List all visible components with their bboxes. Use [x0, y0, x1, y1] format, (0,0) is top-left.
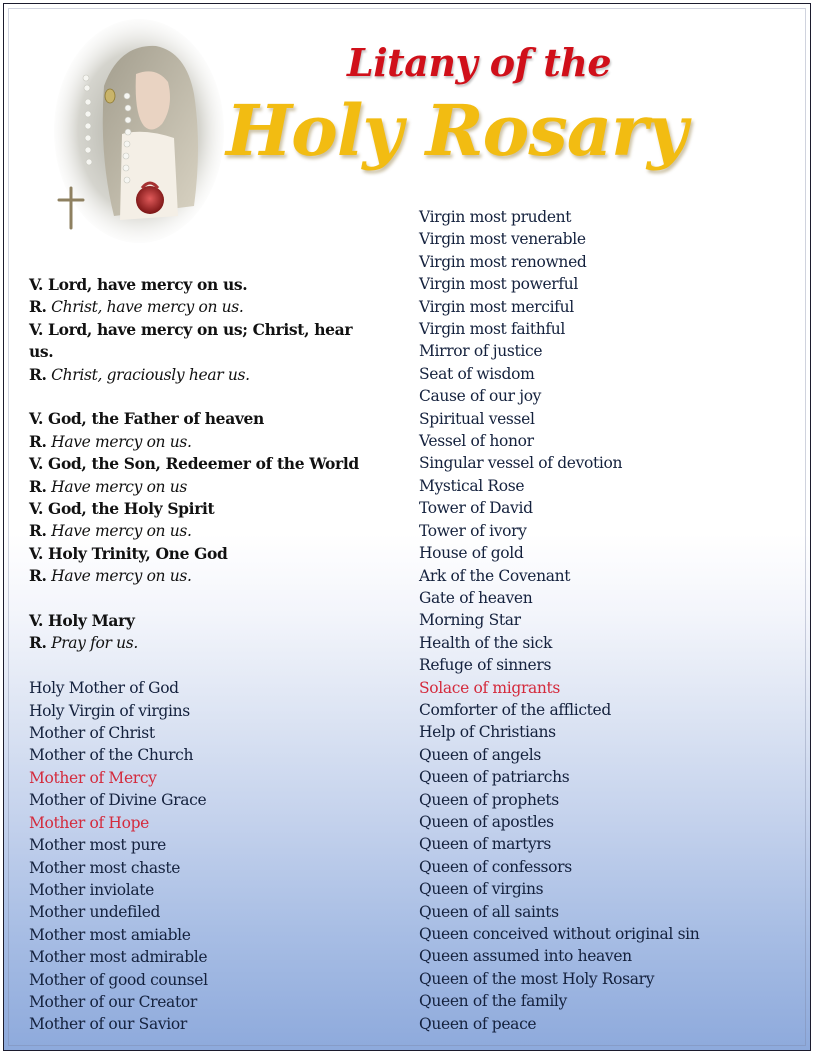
invocations-right-list	[419, 206, 809, 1035]
invocations-left-list	[29, 677, 374, 1036]
invocation: Morning Star	[419, 611, 521, 630]
versicle: V. Lord, have mercy on us; Christ, hear us.	[29, 319, 353, 362]
invocation: Queen of prophets	[419, 790, 559, 809]
invocation: Health of the sick	[419, 633, 553, 652]
responses-group-3	[29, 610, 374, 655]
invocation: Mother of our Creator	[29, 992, 197, 1011]
invocation: Mother most admirable	[29, 948, 208, 967]
response-label: R.	[29, 521, 47, 541]
response	[29, 431, 374, 453]
invocation: Help of Christians	[419, 723, 556, 742]
invocation: Virgin most renowned	[419, 252, 587, 271]
right-column	[419, 206, 809, 1035]
invocation: Gate of heaven	[419, 588, 533, 607]
invocation: Mother of the Church	[29, 746, 194, 765]
versicle: V. God, the Holy Spirit	[29, 499, 215, 519]
invocation: Mother of Christ	[29, 724, 155, 743]
responses-group-1	[29, 274, 374, 386]
invocation: Mother of our Savior	[29, 1015, 187, 1034]
response	[29, 565, 374, 587]
versicle: V. God, the Father of heaven	[29, 409, 264, 429]
title-line-2: Holy Rosary	[226, 89, 687, 172]
invocation: Queen of virgins	[419, 880, 544, 899]
invocation: Mother most amiable	[29, 925, 191, 944]
invocation: Mother inviolate	[29, 880, 154, 899]
versicle: V. Lord, have mercy on us.	[29, 275, 248, 294]
invocation: Tower of David	[419, 499, 533, 518]
invocation: Virgin most merciful	[419, 297, 574, 316]
invocation: Refuge of sinners	[419, 656, 552, 675]
invocation: Tower of ivory	[419, 521, 527, 540]
invocation: Queen conceived without original sin	[419, 925, 700, 943]
versicle: V. Holy Mary	[29, 611, 135, 631]
response-label: R.	[29, 633, 47, 653]
response-label: R.	[29, 476, 47, 496]
response-label: R.	[29, 297, 47, 317]
response-text: Pray for us.	[51, 634, 138, 653]
response-label: R.	[29, 364, 47, 384]
response	[29, 520, 374, 542]
invocation: Virgin most venerable	[419, 230, 586, 249]
invocation: Queen of confessors	[419, 857, 572, 876]
invocation: Queen of angels	[419, 745, 541, 764]
invocation: Queen of martyrs	[419, 835, 552, 854]
invocation: Ark of the Covenant	[419, 566, 571, 585]
invocation: Spiritual vessel	[419, 409, 535, 428]
versicle: V. God, the Son, Redeemer of the World	[29, 454, 359, 474]
invocation: Cause of our joy	[419, 387, 542, 406]
spacer	[29, 588, 374, 610]
virgin-mary-illustration	[44, 16, 224, 244]
invocation: Queen of all saints	[419, 902, 559, 921]
invocation: Comforter of the afflicted	[419, 700, 611, 719]
left-column	[29, 274, 374, 1036]
invocation-highlighted: Mother of Mercy	[29, 768, 157, 787]
invocation-highlighted: Solace of migrants	[419, 678, 561, 697]
invocation: Queen of peace	[419, 1014, 537, 1033]
responses-group-2	[29, 408, 374, 587]
response	[29, 476, 374, 498]
versicle: V. Holy Trinity, One God	[29, 543, 228, 563]
response-text: Christ, graciously hear us.	[51, 365, 250, 384]
invocation: Mother of good counsel	[29, 970, 208, 989]
invocation: Seat of wisdom	[419, 364, 535, 383]
invocation: Mother of Divine Grace	[29, 791, 207, 810]
invocation: Holy Mother of God	[29, 679, 179, 698]
title-line-1: Litany of the	[347, 40, 612, 85]
invocation-highlighted: Mother of Hope	[29, 813, 149, 832]
litany-page	[3, 3, 811, 1051]
response-text: Have mercy on us.	[51, 522, 192, 541]
response-label: R.	[29, 431, 47, 451]
invocation: Virgin most prudent	[419, 208, 572, 226]
spacer	[29, 386, 374, 408]
invocation: Vessel of honor	[419, 432, 534, 451]
invocation: Mother undefiled	[29, 903, 161, 922]
response-label: R.	[29, 566, 47, 586]
invocation: Mother most chaste	[29, 858, 181, 877]
spacer	[29, 655, 374, 677]
invocation: Queen assumed into heaven	[419, 947, 632, 966]
response-text: Christ, have mercy on us.	[51, 298, 244, 317]
invocation: Queen of the most Holy Rosary	[419, 969, 655, 988]
response-text: Have mercy on us.	[51, 567, 192, 586]
invocation: Virgin most powerful	[419, 275, 578, 294]
response-text: Have mercy on us.	[51, 432, 192, 451]
response	[29, 296, 374, 318]
invocation: House of gold	[419, 544, 524, 563]
invocation: Queen of patriarchs	[419, 768, 570, 787]
response-text: Have mercy on us	[51, 477, 187, 496]
response	[29, 364, 374, 386]
response	[29, 632, 374, 654]
invocation: Queen of the family	[419, 992, 567, 1011]
invocation: Queen of apostles	[419, 812, 554, 831]
invocation: Mystical Rose	[419, 476, 525, 495]
invocation: Holy Virgin of virgins	[29, 701, 190, 720]
invocation: Mirror of justice	[419, 342, 543, 361]
invocation: Singular vessel of devotion	[419, 454, 623, 473]
invocation: Mother most pure	[29, 836, 166, 855]
invocation: Virgin most faithful	[419, 320, 566, 339]
